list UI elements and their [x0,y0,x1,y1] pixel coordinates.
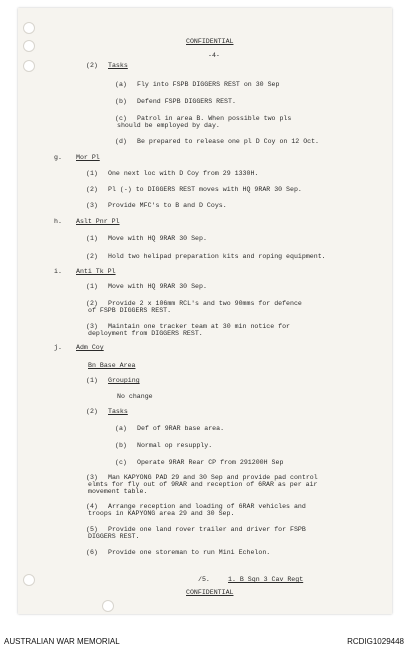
item-label: j. [54,344,62,351]
item-label: (d) [115,138,127,145]
item-text: Arrange reception and loading of 6RAR vehicles and [108,503,306,510]
item-label: (6) [86,549,98,556]
item-label: (3) [86,474,98,481]
punch-hole-top [23,22,35,34]
item-text: Maintain one tracker team at 30 min notice for [108,323,291,330]
item-text: One next loc with D Coy from 29 1330H. [108,170,259,177]
item-text: Def of 9RAR base area. [137,425,225,432]
punch-hole-bottom [23,574,35,586]
item-label: (3) [86,202,98,209]
item-text: Fly into FSPB DIGGERS REST on 30 Sep [137,81,280,88]
punch-hole-upper [23,40,35,52]
item-label: (2) [86,62,98,69]
item-text: Tasks [108,62,128,69]
item-label: (a) [115,425,127,432]
item-text: Pl (-) to DIGGERS REST moves with HQ 9RAR 30 Sep. [108,186,302,193]
punch-hole-upper-mid [23,60,35,72]
item-text: Bn Base Area [88,362,136,369]
item-text: troops in KAPYONG area 29 and 30 Sep. [88,510,235,517]
continuation-text: 1. B Sqn 3 Cav Regt [228,576,304,583]
page-number: -4- [208,52,220,59]
continuation-marker: /5. [198,576,210,583]
item-label: (2) [86,253,98,260]
item-text: deployment from DIGGERS REST. [88,330,203,337]
item-label: g. [54,154,62,161]
item-text: Patrol in area B. When possible two pls [137,115,292,122]
item-label: (4) [86,503,98,510]
item-text: Be prepared to release one pl D Coy on 12 Oct. [137,138,320,145]
classification-header: CONFIDENTIAL [186,38,234,45]
item-text: Anti Tk Pl [76,268,116,275]
item-text: elmts for fly out of 9RAR and reception of 6RAR as per air [88,481,318,488]
item-text: Provide 2 x 106mm RCL's and two 90mms for defence [108,300,302,307]
item-text: Provide MFC's to B and D Coys. [108,202,227,209]
item-text: Man KAPYONG PAD 29 and 30 Sep and provide pad control [108,474,318,481]
document-page [18,8,392,614]
archive-reference: RCDIG1029448 [347,637,404,646]
item-label: i. [54,268,62,275]
item-label: (c) [115,115,127,122]
item-label: (2) [86,186,98,193]
item-text: should be employed by day. [117,122,220,129]
item-label: (1) [86,170,98,177]
item-label: (b) [115,442,127,449]
item-text: Move with HQ 9RAR 30 Sep. [108,283,207,290]
item-label: (b) [115,98,127,105]
punch-hole-bottom-right [102,600,114,612]
item-text: No change [117,393,153,400]
item-text: Normal op resupply. [137,442,213,449]
classification-footer: CONFIDENTIAL [186,589,234,596]
item-text: Hold two helipad preparation kits and roping equipment. [108,253,326,260]
item-text: DIGGERS REST. [88,533,140,540]
item-label: (1) [86,377,98,384]
item-label: (a) [115,81,127,88]
item-text: Defend FSPB DIGGERS REST. [137,98,236,105]
item-text: Aslt Pnr Pl [76,218,120,225]
item-text: Adm Coy [76,344,104,351]
item-text: Tasks [108,408,128,415]
item-label: (1) [86,235,98,242]
item-text: Operate 9RAR Rear CP from 291200H Sep [137,459,284,466]
item-text: Provide one land rover trailer and driver for FSPB [108,526,306,533]
item-text: Mor Pl [76,154,100,161]
item-label: (c) [115,459,127,466]
item-label: (2) [86,408,98,415]
archive-institution: AUSTRALIAN WAR MEMORIAL [4,637,120,646]
item-text: Move with HQ 9RAR 30 Sep. [108,235,207,242]
item-label: (1) [86,283,98,290]
item-label: (2) [86,300,98,307]
item-label: h. [54,218,62,225]
item-text: of FSPB DIGGERS REST. [88,307,172,314]
item-text: movement table. [88,488,148,495]
item-label: (5) [86,526,98,533]
item-text: Provide one storeman to run Mini Echelon. [108,549,271,556]
item-text: Grouping [108,377,140,384]
item-label: (3) [86,323,98,330]
